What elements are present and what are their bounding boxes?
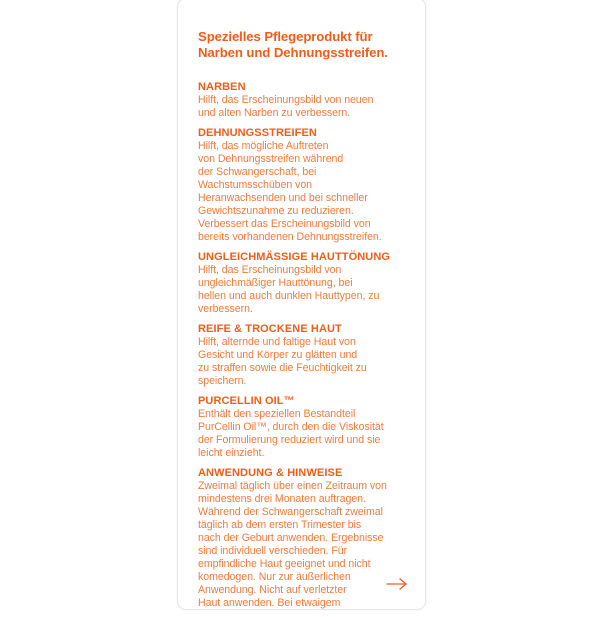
section-dehnungsstreifen	[198, 127, 413, 244]
section-title: REIFE & TROCKENE HAUT	[198, 323, 342, 335]
section-body: Hilft, das Erscheinungsbild von ungleichmäßiger Hauttönung, bei hellen und auch dunklen Hauttypen, zu verbessern.	[198, 264, 380, 315]
section-anwendung-hinweise	[198, 467, 413, 610]
arrow-right-icon[interactable]	[386, 577, 408, 589]
section-body: Zweimal täglich über einen Zeitraum von mindestens drei Monaten auftragen. Während der Schwangerschaft zweimal täglich ab dem ersten Trimester bis nach der Geburt anwenden. Ergebnisse sind individuell verschieden. Für empfindliche Haut geeignet und nicht komedogen. Nur zur äußerlichen Anwendung. Nicht auf verletzter Haut anwenden. Bei etwaigem	[198, 480, 387, 609]
section-body: Hilft, das mögliche Auftreten von Dehnungsstreifen während der Schwangerschaft, bei Wachstumsschüben von Heranwachsenden und bei schneller Gewichtszunahme zu reduzieren. Verbessert das Erscheinungsbild von bereits vorhandenen Dehnungsstreifen.	[198, 140, 382, 243]
section-hauttoenung	[198, 251, 413, 316]
section-narben	[198, 81, 413, 120]
product-info-panel	[177, 0, 426, 610]
section-body: Enthält den speziellen Bestandteil PurCellin Oil™, durch den die Viskosität der Formulierung reduziert wird und sie leicht einzieht.	[198, 408, 384, 459]
section-title: DEHNUNGSSTREIFEN	[198, 127, 317, 139]
panel-content	[198, 29, 413, 617]
section-body: Hilft, alternde und faltige Haut von Gesicht und Körper zu glätten und zu straffen sowie die Feuchtigkeit zu speichern.	[198, 336, 367, 387]
panel-headline: Spezielles Pflegeprodukt für Narben und Dehnungsstreifen.	[198, 29, 388, 60]
section-title: UNGLEICHMÄSSIGE HAUTTÖNUNG	[198, 251, 391, 263]
section-title: ANWENDUNG & HINWEISE	[198, 467, 343, 479]
section-purcellin-oil	[198, 395, 413, 460]
section-body: Hilft, das Erscheinungsbild von neuen und alten Narben zu verbessern.	[198, 94, 374, 119]
section-title: PURCELLIN OIL™	[198, 395, 295, 407]
section-reife-trockene-haut	[198, 323, 413, 388]
section-title: NARBEN	[198, 81, 246, 93]
